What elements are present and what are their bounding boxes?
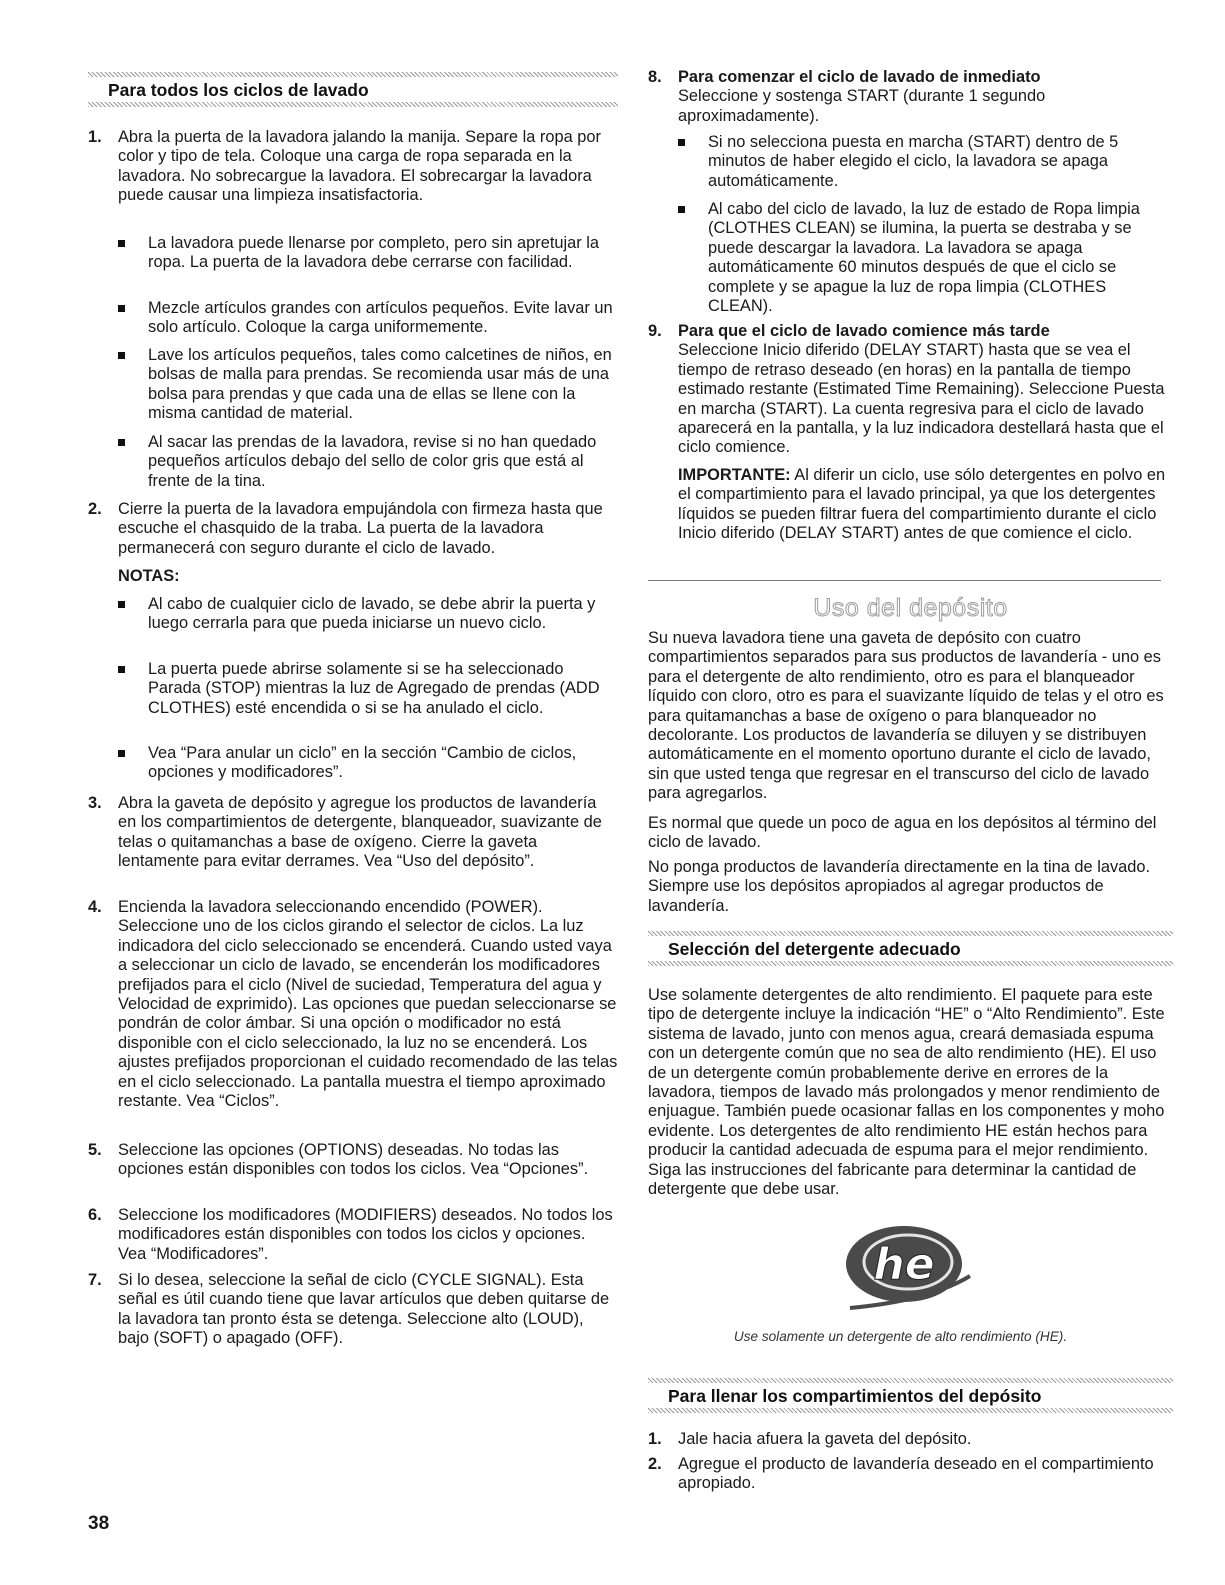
step-number: 2. — [88, 500, 102, 518]
bullet-item — [648, 200, 1173, 316]
bullet-text: Al cabo del ciclo de lavado, la luz de estado de Ropa limpia (CLOTHES CLEAN) se ilumina, la puerta se destraba y se puede descargar la lavadora. La lavadora se apaga automáticamente 60 minutos después de que el ciclo se complete y se apague la luz de ropa limpia (CLOTHES CLEAN). — [708, 200, 1140, 316]
square-bullet-icon — [118, 305, 125, 312]
section-title: Para llenar los compartimientos del depósito — [668, 1386, 1042, 1406]
bullet-item — [88, 595, 618, 634]
bullet-item — [88, 660, 618, 718]
square-bullet-icon — [678, 139, 685, 146]
important-note — [678, 466, 1173, 544]
bullet-text: La puerta puede abrirse solamente si se ha seleccionado Parada (STOP) mientras la luz de Agregado de prendas (ADD CLOTHES) esté encendida o si se ha anulado el ciclo. — [148, 660, 600, 717]
detergent-paragraph — [648, 986, 1173, 1199]
step-number: 4. — [88, 898, 102, 916]
step-text: Seleccione las opciones (OPTIONS) deseadas. No todas las opciones están disponibles con todos los ciclos. Vea “Opciones”. — [118, 1141, 589, 1179]
page-number: 38 — [88, 1513, 110, 1534]
step-number: 3. — [88, 794, 102, 812]
bullet-item — [648, 133, 1173, 191]
square-bullet-icon — [118, 750, 125, 757]
bullet-text: Vea “Para anular un ciclo” en la sección “Cambio de ciclos, opciones y modificadores”. — [148, 744, 577, 782]
paragraph-text: Es normal que quede un poco de agua en los depósitos al término del ciclo de lavado. — [648, 814, 1157, 852]
section-heading-detergent — [648, 931, 1173, 966]
section-divider — [648, 580, 1161, 581]
step-2 — [88, 500, 618, 558]
step-7 — [88, 1271, 618, 1349]
important-text: Al diferir un ciclo, use sólo detergentes en polvo en el compartimiento para el lavado principal, ya que los detergentes líquidos se pueden filtrar fuera del compartimiento durante el ciclo Inicio diferido (DELAY START) antes de que comience el ciclo. — [678, 466, 1166, 543]
logo-text: he — [873, 1239, 935, 1290]
square-bullet-icon — [118, 601, 125, 608]
step-text: Encienda la lavadora seleccionando encendido (POWER). Seleccione uno de los ciclos girando el selector de ciclos. La luz indicadora del ciclo seleccionado se encenderá. Cuando usted vaya a seleccionar un ciclo de lavado, se encenderán los modificadores prefijados para el ciclo (Nivel de suciedad, Temperatura del agua y Velocidad de exprimido). Las opciones que puedan seleccionarse se pondrán de color ámbar. Si una opción o modificador no está disponible con el ciclo seleccionado, la luz no se encenderá. Los ajustes prefijados proporcionan el cuidado recomendado de las telas en el ciclo seleccionado. La pantalla muestra el tiempo aproximado restante. Vea “Ciclos”. — [118, 898, 618, 1111]
square-bullet-icon — [118, 666, 125, 673]
bullet-item — [88, 299, 618, 338]
bullet-text: Mezcle artículos grandes con artículos pequeños. Evite lavar un solo artículo. Coloque la carga uniformemente. — [148, 299, 613, 337]
step-text: Seleccione los modificadores (MODIFIERS) deseados. No todos los modificadores están disponibles con todos los ciclos y opciones. Vea “Modificadores”. — [118, 1206, 613, 1263]
step-number: 7. — [88, 1271, 102, 1289]
step-text: Cierre la puerta de la lavadora empujándola con firmeza hasta que escuche el chasquido de la traba. La puerta de la lavadora permanecerá con seguro durante el ciclo de lavado. — [118, 500, 603, 557]
fill-step-2 — [648, 1455, 1173, 1494]
paragraph-text: No ponga productos de lavandería directamente en la tina de lavado. Siempre use los depósitos apropiados al agregar productos de lavandería. — [648, 858, 1151, 915]
bullet-text: Al cabo de cualquier ciclo de lavado, se debe abrir la puerta y luego cerrarla para que pueda iniciarse un nuevo ciclo. — [148, 595, 596, 633]
bullet-text: Lave los artículos pequeños, tales como calcetines de niños, en bolsas de malla para prendas. Se recomienda usar más de una bolsa para prendas y que cada una de ellas se llene con la misma cantidad de material. — [148, 346, 612, 423]
section-heading-all-cycles — [88, 72, 618, 107]
step-text: Jale hacia afuera la gaveta del depósito. — [678, 1430, 972, 1448]
square-bullet-icon — [118, 240, 125, 247]
heading-rule-bottom — [648, 961, 1173, 966]
step-9 — [648, 322, 1173, 458]
square-bullet-icon — [118, 439, 125, 446]
step-6 — [88, 1206, 618, 1264]
step-5 — [88, 1141, 618, 1180]
step-text: Seleccione y sostenga START (durante 1 segundo aproximadamente). — [678, 87, 1046, 125]
step-number: 5. — [88, 1141, 102, 1159]
step-number: 1. — [648, 1430, 662, 1448]
deposit-paragraph — [648, 629, 1173, 804]
bullet-item — [88, 433, 618, 491]
step-text: Si lo desea, seleccione la señal de ciclo (CYCLE SIGNAL). Esta señal es útil cuando tiene que lavar artículos que deben quitarse de la lavadora tan pronto ésta se detenga. Seleccione alto (LOUD), bajo (SOFT) o apagado (OFF). — [118, 1271, 610, 1348]
square-bullet-icon — [118, 352, 125, 359]
deposit-paragraph — [648, 858, 1173, 916]
step-heading: Para comenzar el ciclo de lavado de inmediato — [678, 68, 1041, 86]
step-text: Seleccione Inicio diferido (DELAY START) hasta que se vea el tiempo de retraso deseado (en horas) en la pantalla de tiempo estimado restante (Estimated Time Remaining). Seleccione Puesta en marcha (START). La cuenta regresiva para el ciclo de lavado aparecerá en la pantalla, y la luz indicadora destellará hasta que el ciclo comience. — [678, 341, 1165, 457]
heading-rule-bottom — [648, 1408, 1173, 1413]
bullet-text: Si no selecciona puesta en marcha (START) dentro de 5 minutos de haber elegido el ciclo, la lavadora se apaga automáticamente. — [708, 133, 1119, 190]
fill-step-1 — [648, 1430, 1173, 1449]
paragraph-text: Use solamente detergentes de alto rendimiento. El paquete para este tipo de detergente incluye la indicación “HE” o “Alto Rendimiento”. Este sistema de lavado, junto con menos agua, creará demasiada espuma con un detergente común que no sea de alto rendimiento (HE). El uso de un detergente común probablemente derive en errores de la lavadora, tiempos de lavado más prolongados y menor rendimiento de enjuague. También puede ocasionar fallas en los componentes y moho evidente. Los detergentes de alto rendimiento HE están hechos para producir la cantidad adecuada de espuma para el mejor rendimiento. Siga las instrucciones del fabricante para determinar la cantidad de detergente que debe usar. — [648, 986, 1165, 1199]
step-4 — [88, 898, 618, 1111]
bullet-item — [88, 234, 618, 273]
paragraph-text: Su nueva lavadora tiene una gaveta de depósito con cuatro compartimientos separados para sus productos de lavandería - uno es para el detergente de alto rendimiento, otro es para el blanqueador líquido con cloro, otro es para el suavizante líquido de telas y el otro es para quitamanchas a base de oxígeno o para blanqueador no decolorante. Los productos de lavandería se diluyen y se distribuyen automáticamente en el momento oportuno durante el ciclo de lavado, sin que usted tenga que regresar en el transcurso del ciclo de lavado para agregarlos. — [648, 629, 1164, 803]
step-number: 1. — [88, 128, 102, 146]
bullet-item — [88, 346, 618, 424]
step-number: 2. — [648, 1455, 662, 1473]
deposit-paragraph — [648, 814, 1173, 853]
step-8 — [648, 68, 1173, 126]
section-title: Para todos los ciclos de lavado — [108, 80, 369, 100]
step-number: 9. — [648, 322, 662, 340]
heading-rule-bottom — [88, 102, 618, 107]
step-heading: Para que el ciclo de lavado comience más tarde — [678, 322, 1050, 340]
step-3 — [88, 794, 618, 872]
section-title: Selección del detergente adecuado — [668, 939, 961, 959]
step-number: 6. — [88, 1206, 102, 1224]
notes-label: NOTAS: — [118, 567, 180, 585]
square-bullet-icon — [678, 206, 685, 213]
deposit-section-title: Uso del depósito — [813, 594, 1008, 622]
step-text: Abra la puerta de la lavadora jalando la manija. Separe la ropa por color y tipo de tela. Coloque una carga de ropa separada en la lavadora. No sobrecargue la lavadora. El sobrecargar la lavadora puede causar una limpieza insatisfactoria. — [118, 128, 601, 205]
section-heading-fill — [648, 1378, 1173, 1413]
step-number: 8. — [648, 68, 662, 86]
bullet-text: Al sacar las prendas de la lavadora, revise si no han quedado pequeños artículos debajo del sello de color gris que está al frente de la tina. — [148, 433, 597, 490]
step-1 — [88, 128, 618, 206]
logo-caption: Use solamente un detergente de alto rendimiento (HE). — [733, 1329, 1068, 1344]
he-logo-icon — [842, 1224, 976, 1312]
bullet-item — [88, 744, 618, 783]
step-text: Abra la gaveta de depósito y agregue los productos de lavandería en los compartimientos de detergente, blanqueador, suavizante de telas o quitamanchas a base de oxígeno. Cierre la gaveta lentamente para evitar derrames. Vea “Uso del depósito”. — [118, 794, 602, 871]
important-label: IMPORTANTE: — [678, 466, 791, 484]
bullet-text: La lavadora puede llenarse por completo, pero sin apretujar la ropa. La puerta de la lavadora debe cerrarse con facilidad. — [148, 234, 600, 272]
step-text: Agregue el producto de lavandería deseado en el compartimiento apropiado. — [678, 1455, 1154, 1493]
